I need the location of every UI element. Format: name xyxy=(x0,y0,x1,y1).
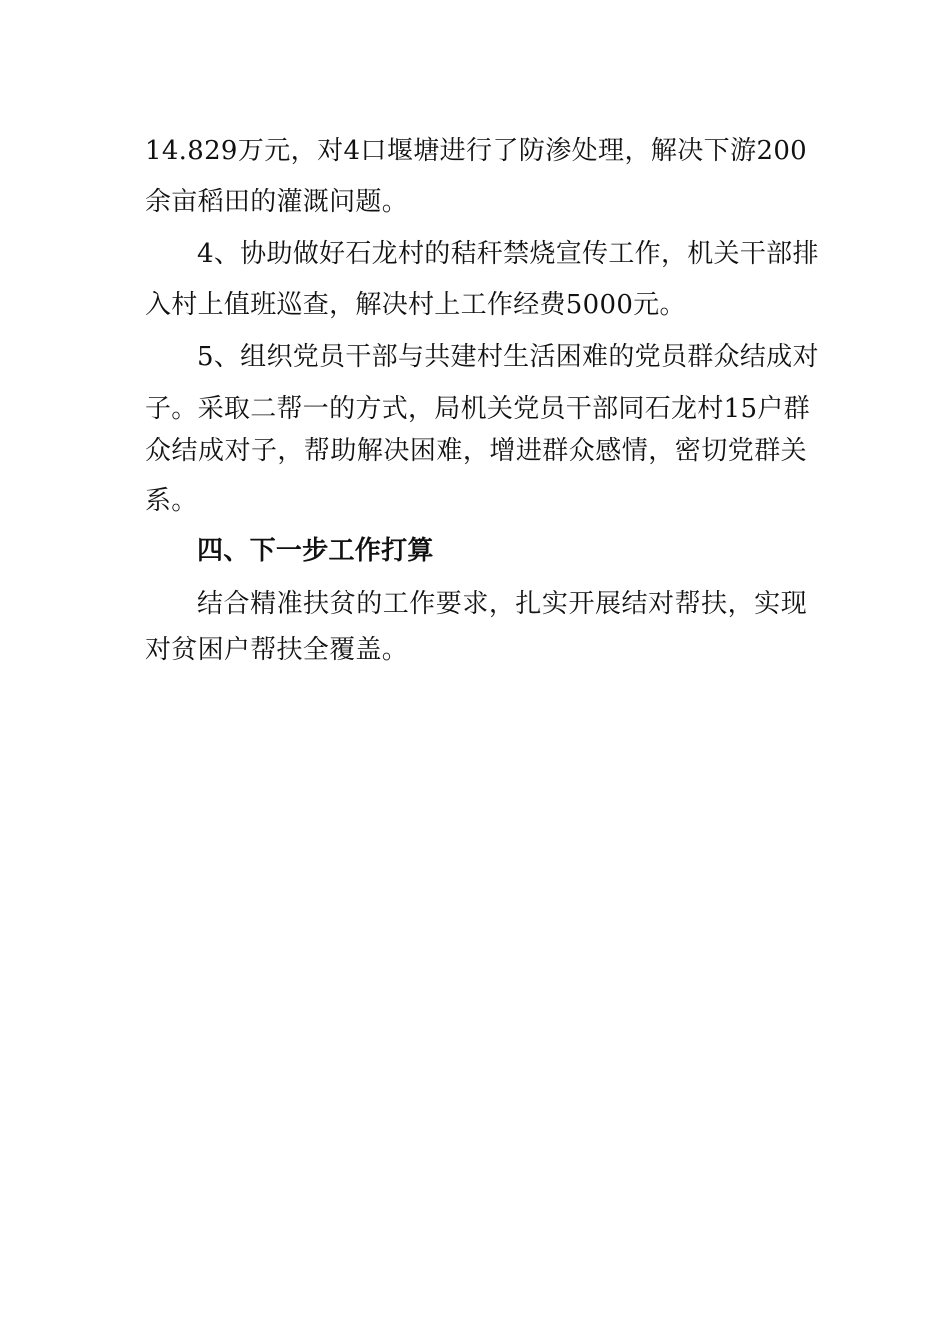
item-4-line-1: 4、协助做好石龙村的秸秆禁烧宣传工作，机关干部排 xyxy=(197,239,819,269)
item-5-line-2: 子。采取二帮一的方式，局机关党员干部同石龙村15户群 xyxy=(145,394,810,424)
item-5-line-1: 5、组织党员干部与共建村生活困难的党员群众结成对 xyxy=(197,342,819,372)
paragraph-3-line-2: 余亩稻田的灌溉问题。 xyxy=(145,187,409,217)
item-4-line-2: 入村上值班巡查，解决村上工作经费5000元。 xyxy=(145,290,686,320)
item-5-line-3: 众结成对子，帮助解决困难，增进群众感情，密切党群关 xyxy=(145,436,807,466)
paragraph-3-line-1: 14.829万元，对4口堰塘进行了防渗处理，解决下游200 xyxy=(145,136,807,166)
next-steps-line-2: 对贫困户帮扶全覆盖。 xyxy=(145,635,409,665)
item-5-line-4: 系。 xyxy=(145,486,198,516)
next-steps-line-1: 结合精准扶贫的工作要求，扎实开展结对帮扶，实现 xyxy=(197,589,807,619)
section-heading-next-steps: 四、下一步工作打算 xyxy=(197,536,434,566)
